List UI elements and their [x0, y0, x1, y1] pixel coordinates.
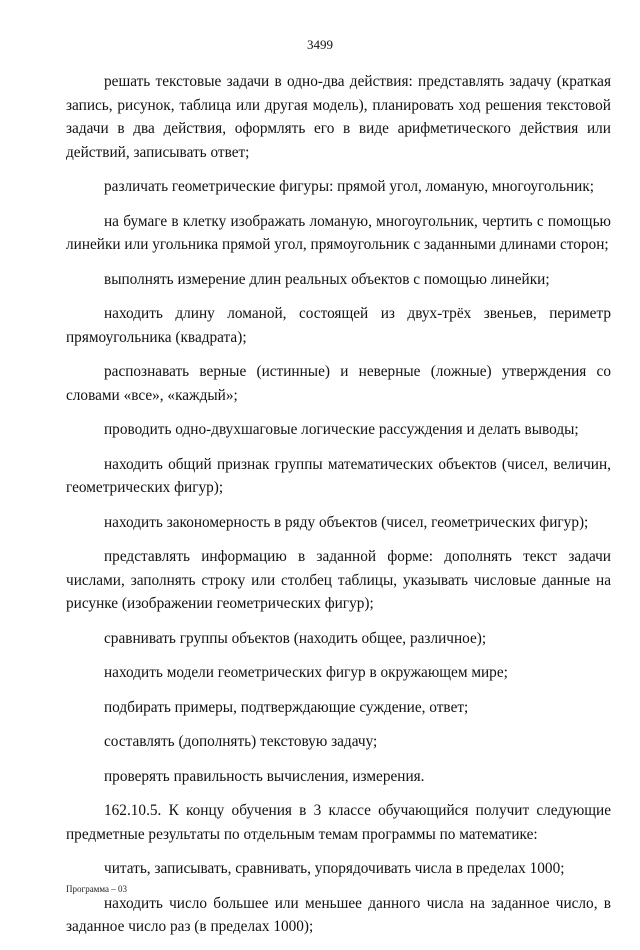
- paragraph: проверять правильность вычисления, измерения.: [104, 767, 425, 785]
- paragraph: находить длину ломаной, состоящей из двух-трёх звеньев, периметр прямоугольника (квадрата);: [66, 305, 611, 346]
- paragraph: на бумаге в клетку изображать ломаную, многоугольник, чертить с помощью линейки или угольника прямой угол, прямоугольник с заданными длинами сторон;: [66, 212, 611, 253]
- paragraph: проводить одно-двухшаговые логические рассуждения и делать выводы;: [104, 421, 579, 438]
- paragraph: решать текстовые задачи в одно-два действия: представлять задачу (краткая запись, рисунок, таблица или другая модель), планировать ход решения текстовой задачи в два действия, оформлять его в виде арифметического действия или действий, записывать ответ;: [66, 73, 611, 161]
- page-footer: Программа – 03: [66, 884, 128, 894]
- section-paragraph: 162.10.5. К концу обучения в 3 классе обучающийся получит следующие предметные результаты по отдельным темам программы по математике:: [66, 802, 611, 843]
- paragraph: находить закономерность в ряду объектов (чисел, геометрических фигур);: [104, 513, 589, 531]
- paragraph: распознавать верные (истинные) и неверные (ложные) утверждения со словами «все», «каждый»;: [66, 363, 611, 404]
- paragraph: читать, записывать, сравнивать, упорядочивать числа в пределах 1000;: [104, 860, 565, 877]
- paragraph: представлять информацию в заданной форме: дополнять текст задачи числами, заполнять строку или столбец таблицы, указывать числовые данные на рисунке (изображении геометрических фигур);: [66, 548, 611, 612]
- paragraph: находить общий признак группы математических объектов (чисел, величин, геометрических фигур);: [66, 455, 611, 496]
- paragraph: выполнять измерение длин реальных объектов с помощью линейки;: [104, 270, 550, 288]
- paragraph: подбирать примеры, подтверждающие суждение, ответ;: [104, 698, 469, 716]
- paragraph: различать геометрические фигуры: прямой угол, ломаную, многоугольник;: [104, 178, 595, 195]
- paragraph: сравнивать группы объектов (находить общее, различное);: [104, 629, 487, 647]
- paragraph: находить модели геометрических фигур в окружающем мире;: [104, 664, 508, 681]
- paragraph: находить число большее или меньшее данного числа на заданное число, в заданное число раз (в пределах 1000);: [66, 894, 611, 935]
- paragraph: составлять (дополнять) текстовую задачу;: [104, 733, 378, 750]
- document-body: [66, 70, 611, 950]
- page-number: 3499: [307, 37, 333, 52]
